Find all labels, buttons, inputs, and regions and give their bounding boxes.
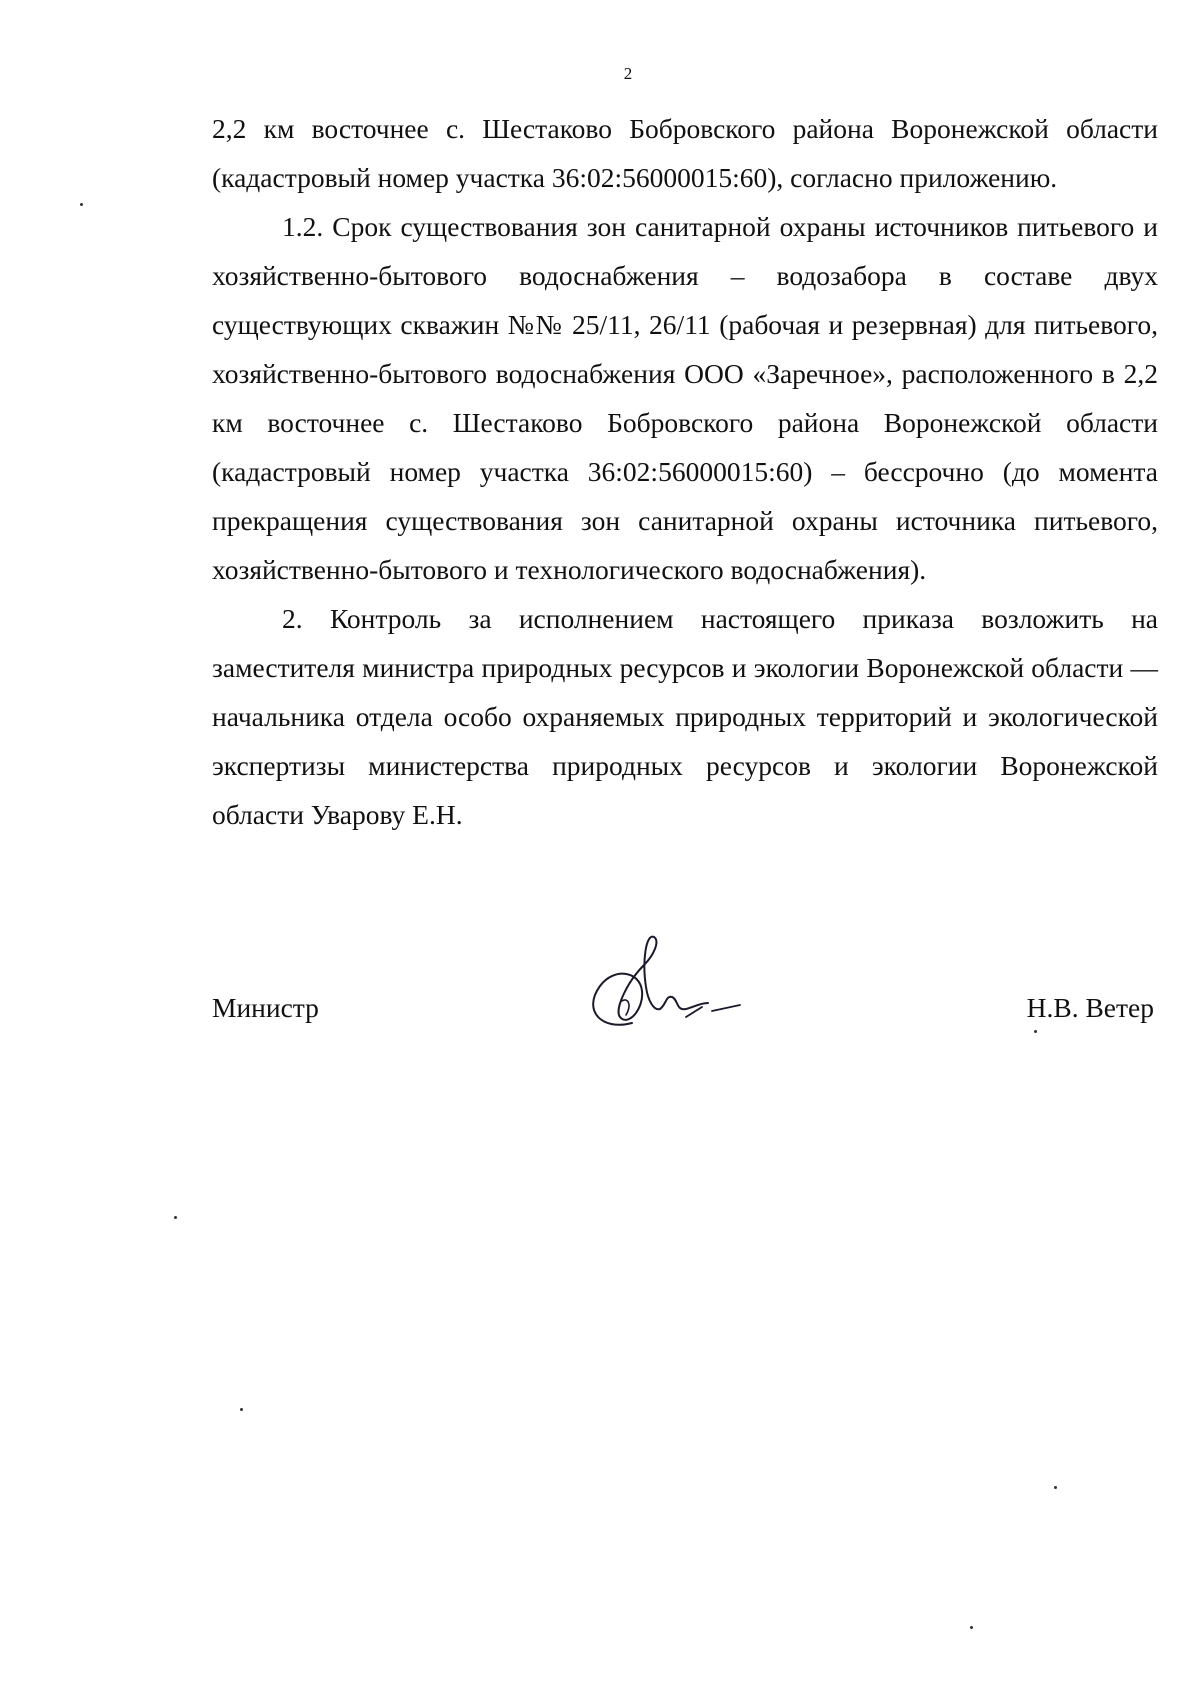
scan-speck xyxy=(1034,1030,1037,1033)
scan-speck xyxy=(80,203,83,206)
scan-speck xyxy=(240,1408,243,1411)
signature-block xyxy=(0,975,1200,1095)
scan-speck xyxy=(174,1216,177,1219)
handwritten-signature xyxy=(562,931,752,1051)
scan-speck xyxy=(970,1626,973,1629)
scan-speck xyxy=(1054,1486,1057,1489)
paragraph-1-2: 1.2. Срок существования зон санитарной охраны источников питьевого и хозяйственно-бытового водоснабжения – водозабора в составе двух существующих скважин №№ 25/11, 26/11 (рабочая и резервная) для питьевого, хозяйственно-бытового водоснабжения ООО «Заречное», расположенного в 2,2 км восточнее с. Шестаково Бобровского района Воронежской области (кадастровый номер участка 36:02:56000015:60) – бессрочно (до момента прекращения существования зон санитарной охраны источника питьевого, хозяйственно-бытового и технологического водоснабжения). xyxy=(212,211,1158,585)
paragraph-2: 2. Контроль за исполнением настоящего приказа возложить на заместителя министра природных ресурсов и экологии Воронежской области — начальника отдела особо охраняемых природных территорий и экологической экспертизы министерства природных ресурсов и экологии Воронежской области Уварову Е.Н. xyxy=(212,603,1158,830)
signatory-position: Министр xyxy=(212,992,319,1023)
paragraph-continuation: 2,2 км восточнее с. Шестаково Бобровского района Воронежской области (кадастровый номер участка 36:02:56000015:60), согласно приложению. xyxy=(212,113,1158,193)
document-body xyxy=(212,104,1158,839)
page-number: 2 xyxy=(623,64,633,83)
signatory-name: Н.В. Ветер xyxy=(1026,992,1154,1023)
